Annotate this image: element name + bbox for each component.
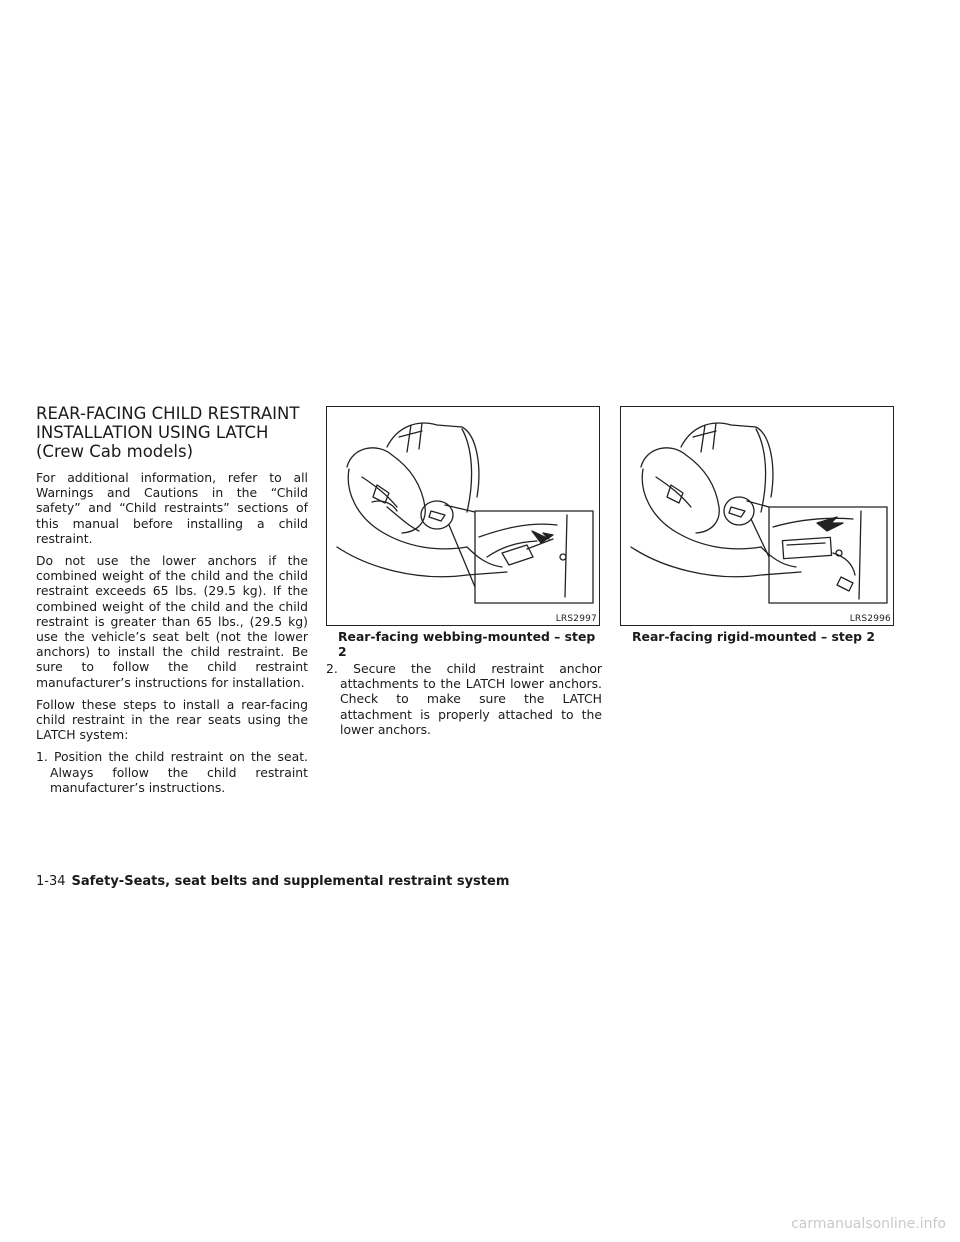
left-column (36, 404, 308, 795)
figure-webbing-mounted (326, 406, 600, 626)
step-2: 2. Secure the child restraint anchor attachments to the LATCH lower anchors. Check to make sure the LATCH attachment is properly attached to the lower anchors. (326, 661, 602, 737)
section-heading: REAR-FACING CHILD RESTRAINT INSTALLATION USING LATCH (Crew Cab models) (36, 404, 300, 461)
right-column (620, 406, 896, 646)
paragraph-additional-info: For additional information, refer to all Warnings and Cautions in the “Child safety” and “Child restraints” sections of this manual before installing a child restraint. (36, 470, 308, 546)
watermark: carmanualsonline.info (791, 1216, 946, 1232)
page-footer (36, 874, 509, 889)
figure-caption: Rear-facing webbing-mounted – step 2 (338, 629, 596, 659)
child-seat-webbing-illustration (327, 407, 599, 625)
figure-rigid-mounted (620, 406, 894, 626)
child-seat-rigid-illustration (621, 407, 893, 625)
figure-code: LRS2996 (849, 614, 891, 624)
paragraph-follow-steps: Follow these steps to install a rear-facing child restraint in the rear seats using the LATCH system: (36, 696, 308, 743)
section-title: Safety-Seats, seat belts and supplemental restraint system (71, 874, 510, 889)
figure-caption: Rear-facing rigid-mounted – step 2 (632, 629, 875, 644)
paragraph-weight-limit: Do not use the lower anchors if the combined weight of the child and the child restraint exceeds 65 lbs. (29.5 kg). If the combined weight of the child and the child restraint is greater than 65 lbs., (29.5 kg) use the vehicle’s seat belt (not the lower anchors) to install the child restraint. Be sure to follow the child restraint manufacturer’s instructions for installation. (36, 553, 308, 690)
page-number: 1-34 (36, 874, 66, 889)
step-1: 1. Position the child restraint on the seat. Always follow the child restraint manufacturer’s instructions. (36, 749, 308, 795)
middle-column (326, 406, 602, 737)
figure-code: LRS2997 (555, 614, 597, 624)
